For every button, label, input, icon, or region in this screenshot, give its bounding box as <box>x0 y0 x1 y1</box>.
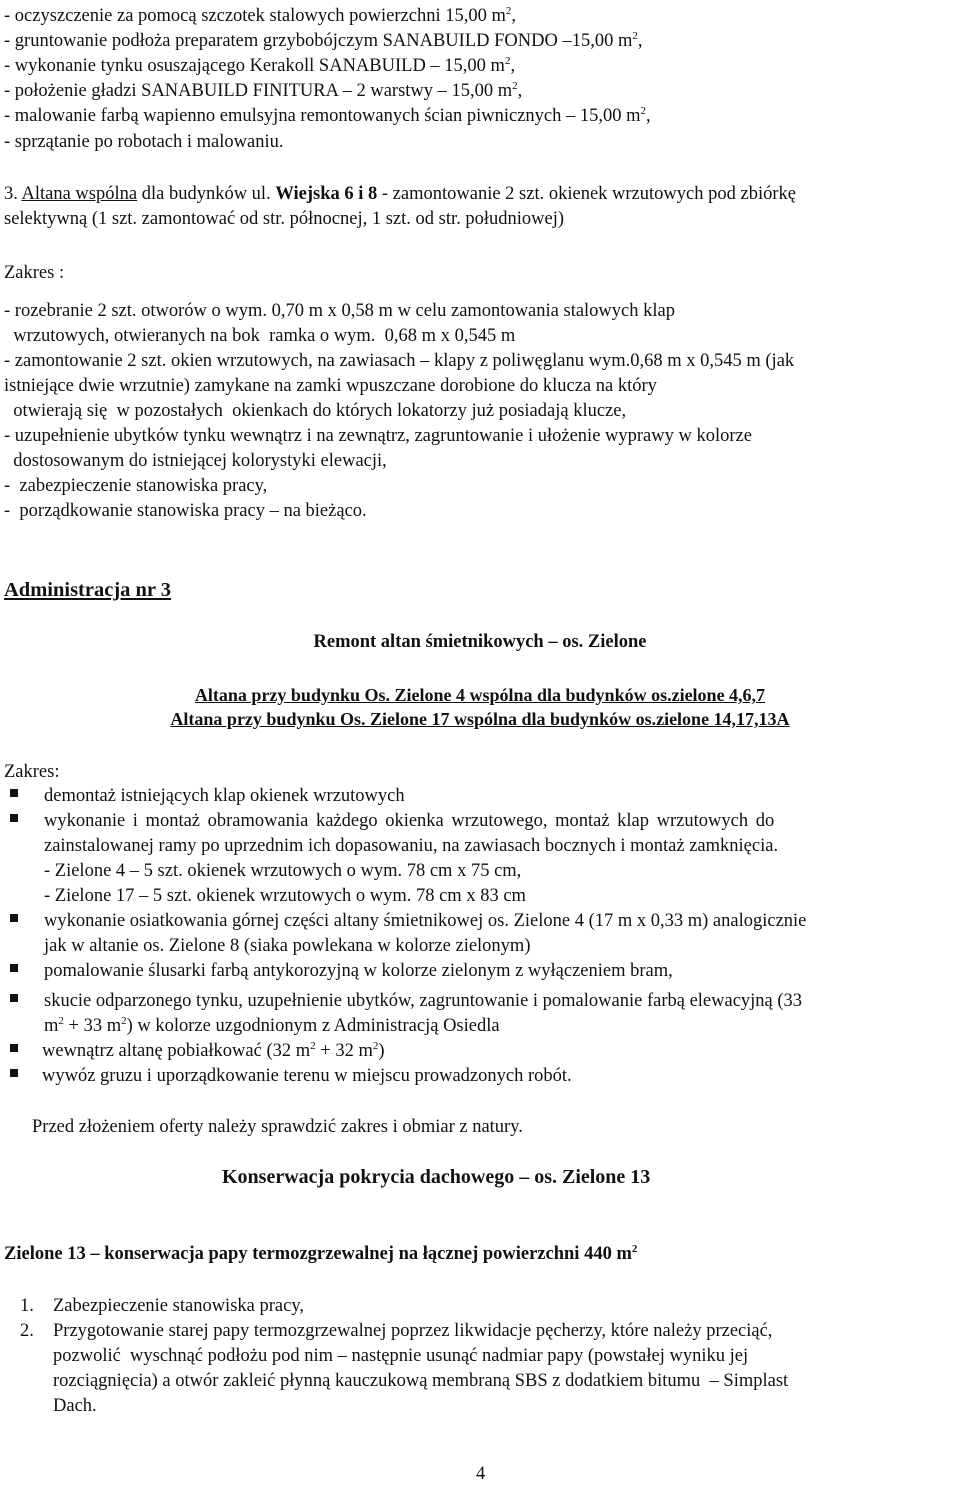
list-line-1: - oczyszczenie za pomocą szczotek stalowych powierzchni 15,00 $m^2$, <box>4 5 516 26</box>
list-line-3: - wykonanie tynku osuszającego Kerakoll SANABUILD – 15,00 $m^2$, <box>4 55 516 76</box>
scope-line-8: - zabezpieczenie stanowiska pracy, <box>4 476 268 496</box>
bullet-6: wewnątrz altanę pobiałkować (32 $m^2 + 32$ $m^2$) <box>42 1040 385 1061</box>
bullet-2-line-1: wykonanie i montaż obramowania każdego okienka wrzutowego, montaż klap wrzutowych do <box>44 811 775 831</box>
bullet-square-icon <box>10 994 18 1002</box>
list-line-6: - sprzątanie po robotach i malowaniu. <box>4 132 284 152</box>
bullet-7: wywóz gruzu i uporządkowanie terenu w miejscu prowadzonych robót. <box>42 1066 572 1086</box>
bullet-2-line-3: - Zielone 4 – 5 szt. okienek wrzutowych o wym. 78 cm x 75 cm, <box>44 861 522 881</box>
bullet-square-icon <box>10 914 18 922</box>
altana-link[interactable]: Altana wspólna <box>21 184 138 204</box>
admin-heading: Administracja nr 3 <box>4 579 172 601</box>
bullet-2-line-4: - Zielone 17 – 5 szt. okienek wrzutowych o wym. 78 cm x 83 cm <box>44 886 526 906</box>
scope-line-1: - rozebranie 2 szt. otworów o wym. 0,70 m x 0,58 m w celu zamontowania stalowych klap <box>4 301 675 321</box>
scope-line-6: - uzupełnienie ubytków tynku wewnątrz i na zewnątrz, zagruntowanie i ułożenie wyprawy w kolorze <box>4 426 752 446</box>
list-line-2: - gruntowanie podłoża preparatem grzybobójczym SANABUILD FONDO –15,00 $m^2$, <box>4 30 643 51</box>
altana-2: Altana przy budynku Os. Zielone 17 wspólna dla budynków os.zielone 14,17,13A <box>170 709 790 729</box>
bullet-square-icon <box>10 1069 18 1077</box>
bullet-square-icon <box>10 789 18 797</box>
scope-line-4: istniejące dwie wrzutnie) zamykane na zamki wpuszczane dorobione do klucza na który <box>4 376 657 396</box>
bullet-5-line-1: skucie odparzonego tynku, uzupełnienie ubytków, zagruntowanie i pomalowanie farbą elewacyjną (33 <box>44 991 803 1011</box>
section-3-title-cont: selektywną (1 szt. zamontować od str. północnej, 1 szt. od str. południowej) <box>4 209 565 229</box>
list-line-4: - położenie gładzi SANABUILD FINITURA – 2 warstwy – 15,00 $m^2$, <box>4 80 523 101</box>
bullet-3-line-1: wykonanie osiatkowania górnej części altany śmietnikowej os. Zielone 4 (17 m x 0,33 m) analogicznie <box>44 911 807 931</box>
bullet-square-icon <box>10 814 18 822</box>
scope-line-7: dostosowanym do istniejącej kolorystyki elewacji, <box>4 451 387 471</box>
roof-heading: Konserwacja pokrycia dachowego – os. Zielone 13 <box>222 1166 651 1188</box>
page-number: 4 <box>476 1464 486 1484</box>
roof-item-2-line-2: pozwolić wyschnąć podłożu pod nim – następnie usunąć nadmiar papy (powstałej wyniku jej <box>53 1346 749 1366</box>
admin-note: Przed złożeniem oferty należy sprawdzić zakres i obmiar z natury. <box>32 1117 523 1137</box>
roof-item-1: Zabezpieczenie stanowiska pracy, <box>53 1296 304 1316</box>
roof-item-number: 2. <box>20 1321 34 1341</box>
roof-item-2-line-4: Dach. <box>53 1396 97 1416</box>
bullet-2-line-2: zainstalowanej ramy po uprzednim ich dopasowaniu, na zawiasach bocznych i montaż zamknięcia. <box>44 836 779 856</box>
bullet-5-line-2: $m^2 + 33$ $m^2$) w kolorze uzgodnionym z Administracją Osiedla <box>44 1015 500 1036</box>
roof-item-2-line-1: Przygotowanie starej papy termozgrzewalnej poprzez likwidacje pęcherzy, które należy przeciąć, <box>53 1321 773 1341</box>
section-3-title: 3. Altana wspólna dla budynków ul. Wiejska 6 i 8 - zamontowanie 2 szt. okienek wrzutowych pod zbiórkę <box>4 184 796 204</box>
bullet-square-icon <box>10 1044 18 1052</box>
scope-line-3: - zamontowanie 2 szt. okien wrzutowych, na zawiasach – klapy z poliwęglanu wym.0,68 m x 0,545 m (jak <box>4 351 795 371</box>
bullet-square-icon <box>10 964 18 972</box>
scope-line-9: - porządkowanie stanowiska pracy – na bieżąco. <box>4 501 367 521</box>
scope-line-5: otwierają się w pozostałych okienkach do których lokatorzy już posiadają klucze, <box>4 401 627 421</box>
bullet-3-line-2: jak w altanie os. Zielone 8 (siaka powlekana w kolorze zielonym) <box>44 936 531 956</box>
roof-subheading: Zielone 13 – konserwacja papy termozgrzewalnej na łącznej powierzchni 440 $m^2$ <box>4 1243 638 1264</box>
zakres-label: Zakres : <box>4 263 65 283</box>
roof-item-2-line-3: rozciągnięcia) a otwór zakleić płynną kauczukową membraną SBS z dodatkiem bitumu – Simplast <box>53 1371 789 1391</box>
altana-1: Altana przy budynku Os. Zielone 4 wspólna dla budynków os.zielone 4,6,7 <box>194 685 766 705</box>
roof-item-number: 1. <box>20 1296 34 1316</box>
list-line-5: - malowanie farbą wapienno emulsyjna remontowanych ścian piwnicznych – 15,00 $m^2$, <box>4 105 651 126</box>
admin-subtitle: Remont altan śmietnikowych – os. Zielone <box>313 632 647 652</box>
bullet-4: pomalowanie ślusarki farbą antykorozyjną w kolorze zielonym z wyłączeniem bram, <box>44 961 673 981</box>
admin-zakres-label: Zakres: <box>4 762 60 782</box>
scope-line-2: wrzutowych, otwieranych na bok ramka o wym. 0,68 m x 0,545 m <box>4 326 516 346</box>
bullet-1: demontaż istniejących klap okienek wrzutowych <box>44 786 405 806</box>
